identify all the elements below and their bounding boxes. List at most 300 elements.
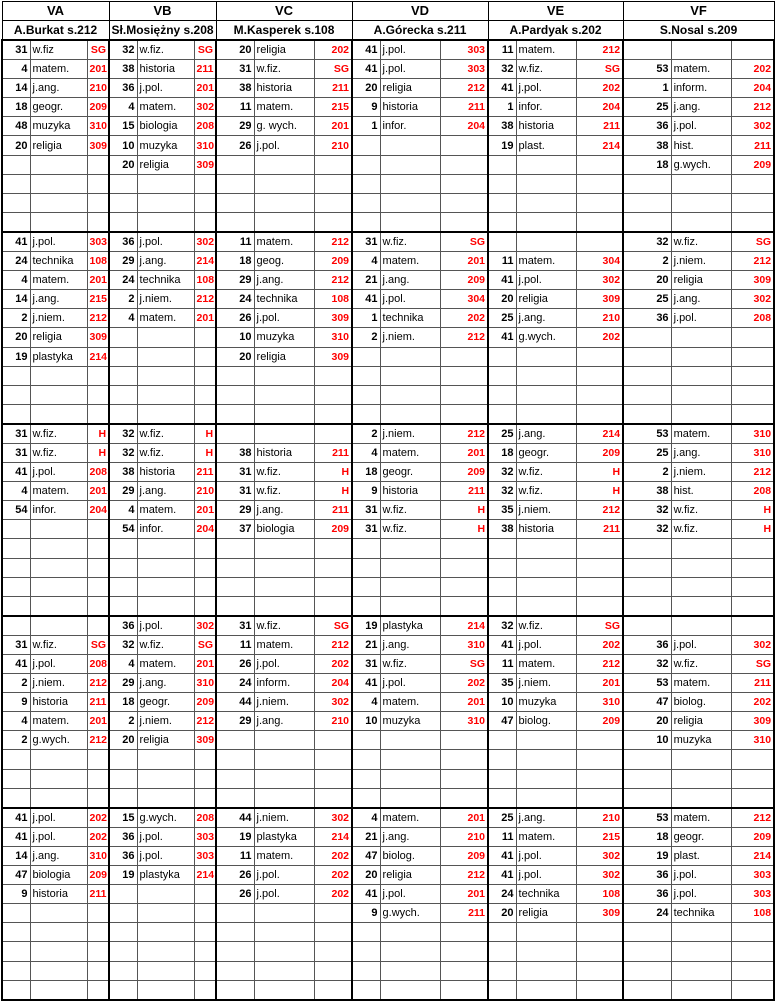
teacher-number-cell: 41	[2, 463, 30, 482]
lesson-row	[2, 693, 774, 712]
teacher-number-cell	[352, 769, 380, 788]
subject-cell: w.fiz.	[137, 40, 194, 60]
teacher-number-cell	[623, 750, 671, 769]
teacher-number-cell: 4	[109, 98, 137, 117]
room-cell	[314, 731, 352, 750]
teacher-number-cell	[109, 961, 137, 980]
lesson-row	[2, 117, 774, 136]
teacher-number-cell	[623, 596, 671, 616]
subject-cell: g.wych.	[30, 731, 87, 750]
subject-cell	[254, 769, 314, 788]
teacher-number-cell: 4	[2, 482, 30, 501]
teacher-number-cell: 1	[352, 117, 380, 136]
room-cell	[440, 788, 488, 808]
room-cell: 209	[314, 252, 352, 271]
room-cell	[440, 366, 488, 385]
room-cell: 211	[731, 674, 774, 693]
room-cell: 310	[731, 424, 774, 444]
room-cell	[194, 904, 216, 923]
teacher-number-cell	[216, 539, 254, 558]
room-cell	[194, 328, 216, 347]
subject-cell	[137, 923, 194, 942]
room-cell: 211	[440, 904, 488, 923]
room-cell: 209	[314, 520, 352, 539]
teacher-number-cell	[216, 577, 254, 596]
teacher-number-cell	[2, 923, 30, 942]
room-cell: 212	[731, 98, 774, 117]
room-cell: 212	[87, 309, 109, 328]
subject-cell: inform.	[671, 79, 731, 98]
room-cell: 212	[194, 290, 216, 309]
room-cell: 202	[314, 866, 352, 885]
room-cell	[87, 980, 109, 1000]
teacher-number-cell: 31	[2, 40, 30, 60]
teacher-number-cell: 18	[623, 827, 671, 846]
teacher-number-cell	[109, 577, 137, 596]
subject-cell: j.niem.	[30, 674, 87, 693]
teacher-number-cell: 53	[623, 674, 671, 693]
teacher-number-cell: 20	[623, 712, 671, 731]
room-cell	[314, 961, 352, 980]
room-cell: 108	[576, 885, 623, 904]
teacher-number-cell: 24	[2, 252, 30, 271]
lesson-row	[2, 232, 774, 252]
subject-cell	[516, 731, 576, 750]
room-cell: 201	[440, 252, 488, 271]
teacher-number-cell: 38	[109, 463, 137, 482]
teacher-number-cell: 38	[488, 520, 516, 539]
teacher-number-cell: 53	[623, 808, 671, 828]
room-cell: 302	[731, 117, 774, 136]
subject-cell: j.ang.	[380, 827, 440, 846]
subject-cell	[516, 212, 576, 232]
teacher-number-cell	[216, 404, 254, 424]
subject-cell: w.fiz.	[516, 482, 576, 501]
subject-cell: w.fiz.	[516, 60, 576, 79]
lesson-row	[2, 443, 774, 462]
teacher-number-cell: 9	[2, 885, 30, 904]
subject-cell: muzyka	[671, 731, 731, 750]
room-cell: 209	[87, 98, 109, 117]
room-cell	[440, 769, 488, 788]
subject-cell: historia	[516, 520, 576, 539]
teacher-number-cell: 31	[216, 482, 254, 501]
teacher-number-cell: 1	[623, 79, 671, 98]
teacher-number-cell: 41	[2, 827, 30, 846]
subject-cell: j.pol.	[671, 885, 731, 904]
room-cell: 212	[440, 866, 488, 885]
subject-cell	[380, 155, 440, 174]
room-cell: 202	[731, 60, 774, 79]
room-cell	[194, 577, 216, 596]
teacher-number-cell	[2, 596, 30, 616]
teacher-number-cell: 4	[109, 655, 137, 674]
subject-cell: j.niem.	[137, 290, 194, 309]
subject-cell: historia	[516, 117, 576, 136]
subject-cell: matem.	[516, 827, 576, 846]
subject-cell: j.ang.	[516, 808, 576, 828]
subject-cell: infor.	[137, 520, 194, 539]
teacher-number-cell: 32	[109, 443, 137, 462]
teacher-number-cell: 38	[109, 60, 137, 79]
room-cell: 209	[440, 271, 488, 290]
teacher-number-cell	[216, 942, 254, 961]
subject-cell	[137, 366, 194, 385]
subject-cell	[516, 232, 576, 252]
teacher-number-cell: 2	[2, 731, 30, 750]
subject-cell: w.fiz.	[380, 520, 440, 539]
teacher-number-cell: 31	[352, 520, 380, 539]
teacher-number-cell	[109, 366, 137, 385]
room-cell	[194, 404, 216, 424]
subject-cell: j.ang.	[137, 482, 194, 501]
subject-cell	[671, 385, 731, 404]
subject-cell: w.fiz.	[30, 443, 87, 462]
subject-cell	[137, 577, 194, 596]
schedule-table	[1, 1, 775, 1001]
teacher-number-cell: 31	[2, 443, 30, 462]
room-cell: H	[731, 520, 774, 539]
teacher-number-cell	[488, 212, 516, 232]
subject-cell	[671, 769, 731, 788]
room-cell	[194, 980, 216, 1000]
teacher-number-cell: 32	[623, 501, 671, 520]
room-cell	[194, 596, 216, 616]
teacher-number-cell: 11	[488, 252, 516, 271]
teacher-number-cell	[109, 980, 137, 1000]
lesson-row	[2, 635, 774, 654]
class-teacher: M.Kasperek s.108	[216, 21, 352, 41]
teacher-number-cell	[109, 942, 137, 961]
subject-cell: religia	[671, 712, 731, 731]
teacher-number-cell	[352, 731, 380, 750]
room-cell	[731, 366, 774, 385]
teacher-number-cell: 20	[216, 40, 254, 60]
teacher-number-cell	[352, 404, 380, 424]
teacher-number-cell	[109, 885, 137, 904]
subject-cell: muzyka	[254, 328, 314, 347]
subject-cell	[380, 404, 440, 424]
subject-cell: j.pol.	[30, 655, 87, 674]
teacher-number-cell	[2, 980, 30, 1000]
teacher-number-cell	[352, 347, 380, 366]
teacher-number-cell: 32	[109, 635, 137, 654]
subject-cell: historia	[30, 885, 87, 904]
subject-cell: historia	[380, 482, 440, 501]
lesson-row	[2, 558, 774, 577]
lesson-row	[2, 155, 774, 174]
room-cell	[731, 539, 774, 558]
subject-cell: w.fiz.	[671, 520, 731, 539]
subject-cell: matem.	[254, 846, 314, 865]
subject-cell	[137, 212, 194, 232]
subject-cell: muzyka	[380, 712, 440, 731]
subject-cell	[516, 596, 576, 616]
subject-cell	[671, 596, 731, 616]
room-cell: 208	[731, 309, 774, 328]
room-cell	[314, 539, 352, 558]
subject-cell: historia	[380, 98, 440, 117]
room-cell: 214	[194, 866, 216, 885]
subject-cell: technika	[254, 290, 314, 309]
subject-cell: j.ang.	[671, 290, 731, 309]
room-cell: 201	[87, 271, 109, 290]
subject-cell: j.ang.	[380, 271, 440, 290]
subject-cell	[137, 193, 194, 212]
teacher-number-cell: 20	[109, 155, 137, 174]
room-cell	[731, 193, 774, 212]
room-cell	[731, 596, 774, 616]
class-name: VF	[623, 2, 774, 21]
subject-cell	[380, 923, 440, 942]
room-cell: 310	[440, 635, 488, 654]
subject-cell	[671, 193, 731, 212]
room-cell: 201	[194, 309, 216, 328]
teacher-number-cell	[2, 942, 30, 961]
room-cell	[731, 347, 774, 366]
room-cell: H	[314, 482, 352, 501]
room-cell	[576, 788, 623, 808]
subject-cell	[671, 539, 731, 558]
teacher-number-cell	[109, 385, 137, 404]
subject-cell: plastyka	[30, 347, 87, 366]
teacher-number-cell	[216, 731, 254, 750]
room-cell: H	[731, 501, 774, 520]
teacher-number-cell	[352, 750, 380, 769]
room-cell: 212	[440, 424, 488, 444]
teacher-number-cell: 20	[488, 290, 516, 309]
room-cell	[440, 980, 488, 1000]
teacher-number-cell	[352, 577, 380, 596]
teacher-number-cell	[216, 923, 254, 942]
room-cell: 309	[87, 328, 109, 347]
room-cell: 310	[87, 117, 109, 136]
subject-cell: j.ang.	[30, 290, 87, 309]
room-cell	[576, 558, 623, 577]
subject-cell: j.pol.	[254, 885, 314, 904]
lesson-row	[2, 750, 774, 769]
teacher-number-cell: 44	[216, 693, 254, 712]
room-cell: 214	[576, 424, 623, 444]
room-cell	[440, 596, 488, 616]
teacher-number-cell	[216, 174, 254, 193]
subject-cell	[380, 942, 440, 961]
subject-cell	[30, 577, 87, 596]
lesson-row	[2, 404, 774, 424]
teacher-number-cell: 24	[216, 674, 254, 693]
subject-cell: historia	[254, 79, 314, 98]
subject-cell: matem.	[671, 674, 731, 693]
subject-cell	[30, 596, 87, 616]
room-cell	[576, 212, 623, 232]
teacher-number-cell: 36	[623, 117, 671, 136]
teacher-number-cell: 36	[623, 866, 671, 885]
room-cell: 310	[576, 693, 623, 712]
room-cell	[576, 193, 623, 212]
teacher-number-cell	[2, 616, 30, 636]
room-cell: H	[194, 424, 216, 444]
room-cell: 204	[576, 98, 623, 117]
room-cell	[314, 942, 352, 961]
subject-cell	[30, 769, 87, 788]
teacher-number-cell: 41	[488, 79, 516, 98]
subject-cell: w.fiz.	[137, 635, 194, 654]
room-cell: 202	[314, 40, 352, 60]
lesson-row	[2, 980, 774, 1000]
room-cell: 211	[314, 79, 352, 98]
room-cell: 209	[440, 463, 488, 482]
subject-cell	[380, 980, 440, 1000]
room-cell: 210	[576, 309, 623, 328]
room-cell: 202	[731, 693, 774, 712]
room-cell	[314, 980, 352, 1000]
room-cell	[314, 404, 352, 424]
room-cell: 108	[731, 904, 774, 923]
room-cell: H	[87, 443, 109, 462]
teacher-number-cell: 32	[488, 616, 516, 636]
subject-cell: w.fiz.	[254, 463, 314, 482]
room-cell	[87, 385, 109, 404]
room-cell	[314, 174, 352, 193]
teacher-number-cell: 53	[623, 424, 671, 444]
room-cell: 209	[731, 155, 774, 174]
room-cell: 211	[194, 463, 216, 482]
subject-cell	[30, 750, 87, 769]
room-cell	[194, 750, 216, 769]
room-cell: 214	[576, 136, 623, 155]
subject-cell: hist.	[671, 482, 731, 501]
subject-cell: w.fiz.	[30, 635, 87, 654]
room-cell	[576, 404, 623, 424]
teacher-number-cell	[623, 961, 671, 980]
room-cell	[440, 539, 488, 558]
room-cell: 212	[576, 655, 623, 674]
subject-cell: religia	[30, 136, 87, 155]
room-cell	[576, 961, 623, 980]
teacher-number-cell	[109, 212, 137, 232]
teacher-number-cell	[216, 769, 254, 788]
teacher-number-cell: 4	[109, 309, 137, 328]
room-cell	[194, 366, 216, 385]
room-cell: H	[87, 424, 109, 444]
teacher-number-cell: 18	[109, 693, 137, 712]
room-cell: 310	[87, 846, 109, 865]
subject-cell: matem.	[137, 655, 194, 674]
subject-cell: j.ang.	[30, 79, 87, 98]
subject-cell: matem.	[380, 808, 440, 828]
teacher-number-cell: 38	[216, 443, 254, 462]
teacher-number-cell: 47	[623, 693, 671, 712]
teacher-number-cell: 18	[623, 155, 671, 174]
room-cell	[87, 520, 109, 539]
lesson-row	[2, 501, 774, 520]
room-cell	[314, 750, 352, 769]
room-cell: 212	[194, 712, 216, 731]
room-cell	[440, 347, 488, 366]
room-cell: 211	[731, 136, 774, 155]
subject-cell: inform.	[254, 674, 314, 693]
teacher-number-cell	[352, 942, 380, 961]
room-cell	[87, 174, 109, 193]
room-cell: 211	[194, 60, 216, 79]
room-cell	[731, 769, 774, 788]
subject-cell: j.pol.	[516, 79, 576, 98]
room-cell: 310	[731, 731, 774, 750]
teacher-number-cell	[623, 347, 671, 366]
teacher-number-cell: 24	[216, 290, 254, 309]
teacher-number-cell: 4	[109, 501, 137, 520]
lesson-row	[2, 769, 774, 788]
room-cell	[440, 750, 488, 769]
subject-cell: matem.	[137, 501, 194, 520]
teacher-number-cell	[109, 404, 137, 424]
teacher-number-cell: 35	[488, 674, 516, 693]
room-cell	[440, 385, 488, 404]
subject-cell: matem.	[30, 712, 87, 731]
teacher-number-cell	[2, 404, 30, 424]
lesson-row	[2, 596, 774, 616]
room-cell	[314, 923, 352, 942]
teacher-number-cell	[488, 788, 516, 808]
teacher-number-cell: 20	[352, 79, 380, 98]
room-cell	[194, 193, 216, 212]
subject-cell	[380, 136, 440, 155]
teacher-number-cell	[109, 193, 137, 212]
subject-cell: j.pol.	[254, 136, 314, 155]
lesson-row	[2, 539, 774, 558]
teacher-number-cell: 2	[623, 463, 671, 482]
teacher-number-cell: 2	[2, 309, 30, 328]
room-cell: 211	[314, 501, 352, 520]
teacher-number-cell: 21	[352, 635, 380, 654]
subject-cell	[137, 404, 194, 424]
subject-cell: w.fiz.	[516, 463, 576, 482]
teacher-number-cell: 54	[2, 501, 30, 520]
room-cell: 201	[194, 501, 216, 520]
room-cell	[87, 750, 109, 769]
room-cell: 302	[576, 271, 623, 290]
room-cell: SG	[731, 232, 774, 252]
teacher-number-cell: 14	[2, 846, 30, 865]
teacher-number-cell	[488, 961, 516, 980]
room-cell: H	[576, 463, 623, 482]
subject-cell: j.pol.	[380, 40, 440, 60]
room-cell	[731, 942, 774, 961]
teacher-number-cell: 32	[623, 232, 671, 252]
subject-cell	[30, 174, 87, 193]
room-cell	[194, 788, 216, 808]
lesson-row	[2, 655, 774, 674]
teacher-number-cell: 18	[216, 252, 254, 271]
teacher-number-cell	[109, 923, 137, 942]
room-cell	[731, 404, 774, 424]
room-cell: 212	[87, 731, 109, 750]
room-cell	[440, 174, 488, 193]
room-cell: 211	[576, 520, 623, 539]
room-cell: 204	[87, 501, 109, 520]
teacher-number-cell	[2, 212, 30, 232]
subject-cell	[254, 404, 314, 424]
subject-cell	[254, 750, 314, 769]
subject-cell: j.pol.	[137, 232, 194, 252]
teacher-number-cell: 36	[109, 827, 137, 846]
teacher-number-cell: 38	[488, 117, 516, 136]
room-cell	[731, 174, 774, 193]
subject-cell: geogr.	[30, 98, 87, 117]
room-cell: 212	[576, 501, 623, 520]
subject-cell: j.pol.	[254, 309, 314, 328]
teacher-number-cell	[2, 539, 30, 558]
